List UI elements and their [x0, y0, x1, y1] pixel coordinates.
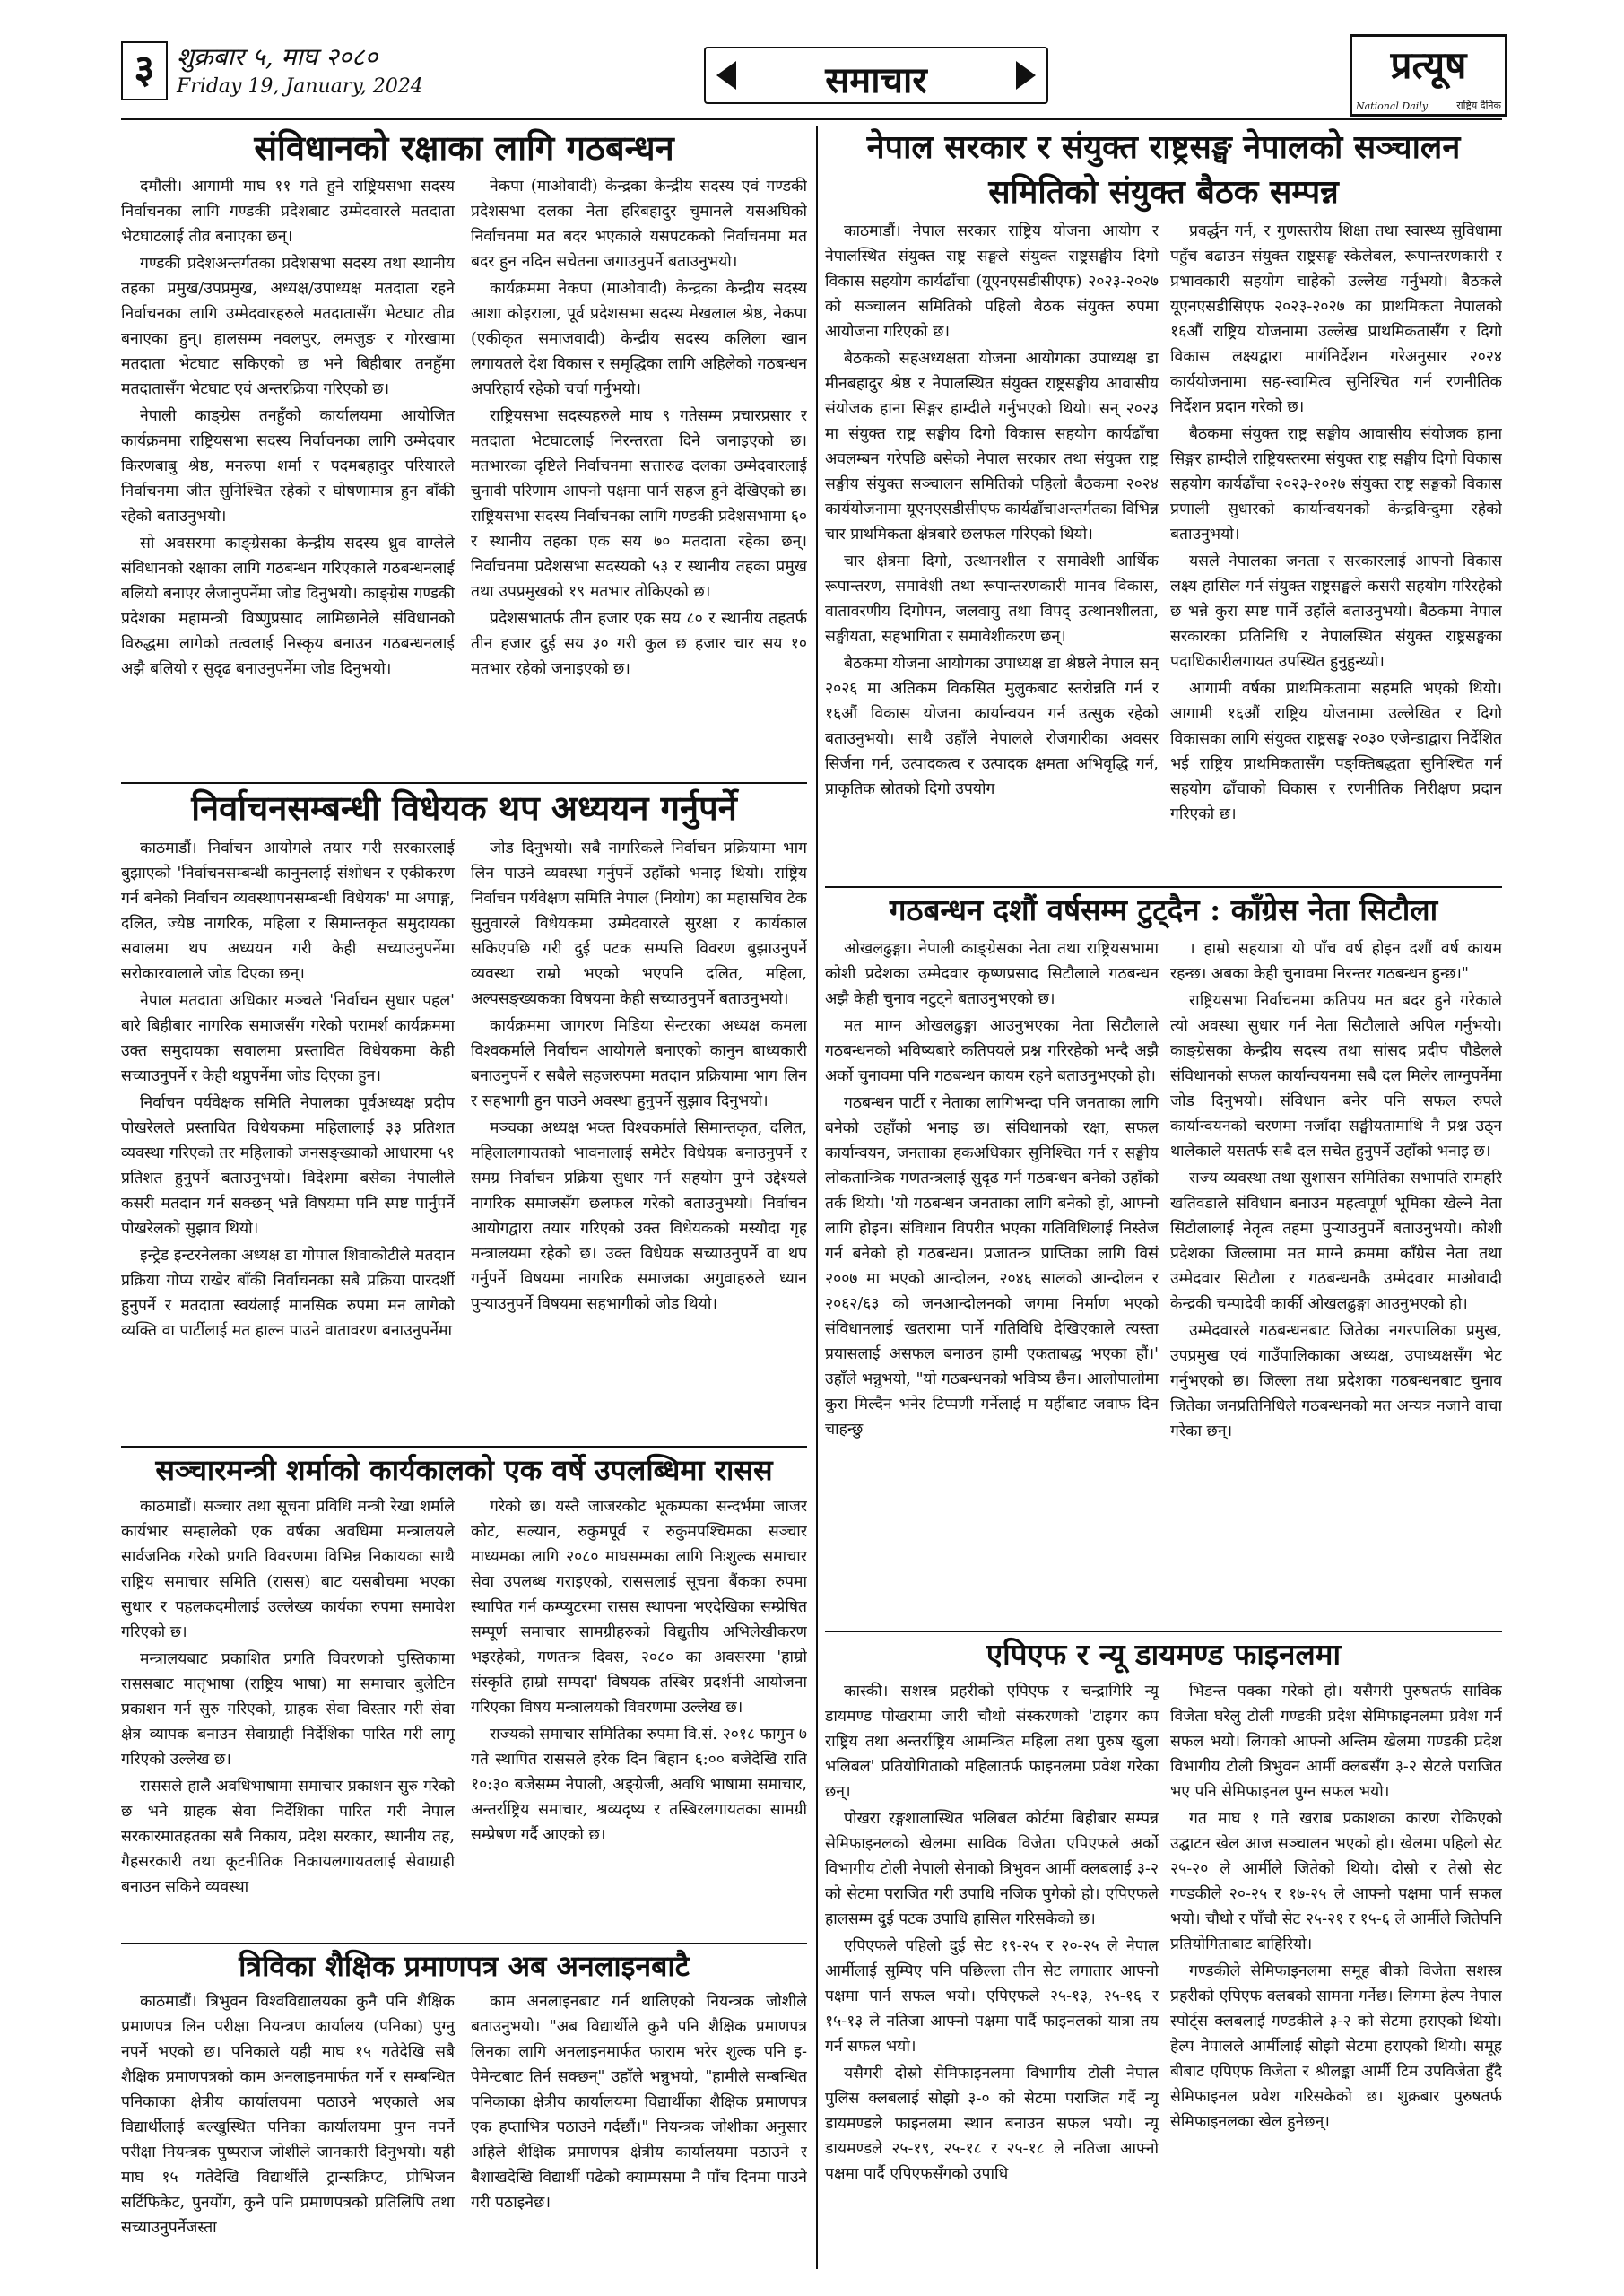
- article-rasas-col1: [121, 1494, 455, 1939]
- paragraph: राष्ट्रियसभा सदस्यहरुले माघ ९ गतेसम्म प्रचारप्रसार र मतदाता भेटघाटलाई निरन्तरता दिने जनाइएको छ। मतभारका दृष्टिले निर्वाचनमा सत्तारुढ दलका उम्मेदवारलाई चुनावी परिणाम आफ्नो पक्षमा पार्न सहज हुने देखिएको छ। राष्ट्रियसभा सदस्य निर्वाचनका लागि गण्डकी प्रदेशसभामा ६० र स्थानीय तहका एक सय ७० मतदाता रहेका छन्। निर्वाचनमा प्रदेशसभा सदस्यको ५३ र स्थानीय तहका प्रमुख तथा उपप्रमुखको १९ मतभार तोकिएको छ।: [471, 407, 807, 601]
- headline-tribhuvan: त्रिविका शैक्षिक प्रमाणपत्र अब अनलाइनबाटै: [239, 1949, 690, 1983]
- date-english: Friday 19, January, 2024: [177, 75, 423, 98]
- article-nirvachan-col1: [121, 836, 455, 1442]
- paragraph: ओखलढुङ्गा। नेपाली काङ्ग्रेसका नेता तथा राष्ट्रियसभामा कोशी प्रदेशका उम्मेदवार कृष्णप्रसाद सिटौलाले गठबन्धन अझै केही चुनाव नटुट्ने बताउनुभएको छ।: [825, 940, 1159, 1008]
- paragraph: नेकपा (माओवादी) केन्द्रका केन्द्रीय सदस्य एवं गण्डकी प्रदेशसभा दलका नेता हरिबहादुर चुमानले यसअघिको निर्वाचनमा मत बदर भएकाले यसपटकको निर्वाचनमा मत बदर हुन नदिन सचेतना जगाउनुपर्ने बताउनुभयो।: [471, 178, 807, 271]
- article-divider: [825, 886, 1502, 888]
- newspaper-logo: [1350, 34, 1507, 117]
- paragraph: काठमाडौं। सञ्चार तथा सूचना प्रविधि मन्त्री रेखा शर्माले कार्यभार सम्हालेको एक वर्षका अवधिमा मन्त्रालयले सार्वजनिक गरेको प्रगति विवरणमा विभिन्न निकायका साथै राष्ट्रिय समाचार समिति (रासस) बाट यसबीचमा भएका सुधार र पहलकदमीलाई उल्लेख्य कार्यका रुपमा समावेश गरिएको छ।: [121, 1498, 455, 1641]
- date-nepali: शुक्रबार ५, माघ २०८०: [177, 42, 378, 72]
- paragraph: काठमाडौं। त्रिभुवन विश्वविद्यालयका कुनै पनि शैक्षिक प्रमाणपत्र लिन परीक्षा नियन्त्रण कार्यालय (पनिका) पुग्नु नपर्ने भएको छ। पनिकाले यही माघ १५ गतेदेखि सबै शैक्षिक प्रमाणपत्रको काम अनलाइनमार्फत गर्ने र सम्बन्धित पनिकाका क्षेत्रीय कार्यालयमा पठाउने भएकाले अब विद्यार्थीलाई बल्खुस्थित पनिका कार्यालयमा पुग्न नपर्ने परीक्षा नियन्त्रक पुष्पराज जोशीले जानकारी दिनुभयो। यही माघ १५ गतेदेखि विद्यार्थीले ट्रान्सक्रिप्ट, प्रोभिजन सर्टिफिकेट, पुनर्योग, कुनै पनि प्रमाणपत्रको प्रतिलिपि तथा सच्याउनुपर्नेजस्ता: [121, 1993, 455, 2237]
- article-nirvachan-col2: [471, 836, 807, 1442]
- paragraph: कास्की। सशस्त्र प्रहरीको एपिएफ र चन्द्रागिरि न्यू डायमण्ड पोखरामा जारी चौथो संस्करणको 'टाइगर कप राष्ट्रिय तथा अन्तर्राष्ट्रिय आमन्त्रित महिला तथा पुरुष खुला भलिबल' प्रतियोगिताको महिलातर्फ फाइनलमा प्रवेश गरेका छन्।: [825, 1683, 1159, 1801]
- article-rasas-col2: [471, 1494, 807, 1939]
- paragraph: उम्मेदवारले गठबन्धनबाट जितेका नगरपालिका प्रमुख, उपप्रमुख एवं गाउँपालिकाका अध्यक्ष, उपाध्यक्षसँग भेट गर्नुभएको छ। जिल्ला तथा प्रदेशका गठबन्धनबाट चुनाव जितेका जनप्रतिनिधिले गठबन्धनको मत अन्यत्र नजाने वाचा गरेका छन्।: [1170, 1322, 1502, 1440]
- article-apf-col1: [825, 1679, 1159, 2269]
- paragraph: एपिएफले पहिलो दुई सेट १९-२५ र २०-२५ ले नेपाल आर्मीलाई सुम्पिए पनि पछिल्ला तीन सेट लगातार आफ्नो पक्षमा पार्न सफल भयो। एपिएफले २५-१३, २५-१६ र १५-१३ ले नतिजा आफ्नो पक्षमा पार्दै फाइनलको यात्रा तय गर्न सफल भयो।: [825, 1937, 1159, 2056]
- article-apf-col2: [1170, 1679, 1502, 2269]
- paragraph: इन्ट्रेड इन्टरनेलका अध्यक्ष डा गोपाल शिवाकोटीले मतदान प्रक्रिया गोप्य राखेर बाँकी निर्वाचनका सबै प्रक्रिया पारदर्शी हुनुपर्ने र मतदाता स्वयंलाई मानसिक रुपमा मन लागेको व्यक्ति वा पार्टीलाई मत हाल्न पाउने वातावरण बनाउनुपर्नेमा: [121, 1247, 455, 1340]
- paragraph: गठबन्धन पार्टी र नेताका लागिभन्दा पनि जनताका लागि बनेको उहाँको भनाइ छ। संविधानको रक्षा, सफल कार्यान्वयन, जनताका हकअधिकार सुनिश्चित गर्न र सङ्घीय लोकतान्त्रिक गणतन्त्रलाई सुदृढ गर्न गठबन्धन बनेको उहाँको तर्क थियो। 'यो गठबन्धन जनताका लागि बनेको हो, आफ्नो लागि होइन। संविधान विपरीत भएका गतिविधिलाई निस्तेज गर्न बनेको हो गठबन्धन। प्रजातन्त्र प्राप्तिका लागि विसं २००७ मा भएको आन्दोलन, २०४६ सालको आन्दोलन र २०६२/६३ को जनआन्दोलनको जगमा निर्माण भएको संविधानलाई खतरामा पार्ने गतिविधि देखिएकाले त्यस्ता प्रयासलाई असफल बनाउन हामी एकताबद्ध भएका हौं।' उहाँले भन्नुभयो, "यो गठबन्धनको भविष्य छैन। आलोपालोमा कुरा मिल्दैन भनेर टिप्पणी गर्नेलाई म यहींबाट जवाफ दिन चाहन्छु: [825, 1094, 1159, 1439]
- paragraph: बैठकको सहअध्यक्षता योजना आयोगका उपाध्यक्ष डा मीनबहादुर श्रेष्ठ र नेपालस्थित संयुक्त राष्ट्रसङ्घीय आवासीय संयोजक हाना सिङ्गर हाम्दीले गर्नुभएको थियो। सन् २०२३ मा संयुक्त राष्ट्र सङ्घीय दिगो विकास सहयोग कार्यढाँचा अवलम्बन गरेपछि बसेको नेपाल सरकार तथा संयुक्त राष्ट्र सङ्घीय संयुक्त सञ्चालन समितिको पहिलो बैठकमा २०२४ कार्ययोजनामा यूएनएसडीसीएफ कार्यढाँचाअन्तर्गतका विभिन्न चार प्राथमिकता क्षेत्रबारे छलफल गरिएको थियो।: [825, 350, 1159, 544]
- paragraph: प्रवर्द्धन गर्न, र गुणस्तरीय शिक्षा तथा स्वास्थ्य सुविधामा पहुँच बढाउन संयुक्त राष्ट्रसङ्घ स्केलेबल, रूपान्तरणकारी र प्रभावकारी सहयोग चाहेको उल्लेख गर्नुभयो। बैठकले यूएनएसडीसिएफ २०२३-२०२७ का प्राथमिकता नेपालको १६औं राष्ट्रिय योजनामा उल्लेख प्राथमिकतासँग र दिगो विकास लक्ष्यद्वारा मार्गनिर्देशन गरेअनुसार २०२४ कार्ययोजनामा सह-स्वामित्व सुनिश्चित गर्न रणनीतिक निर्देशन प्रदान गरेको छ।: [1170, 222, 1502, 416]
- paragraph: राज्यको समाचार समितिका रुपमा वि.सं. २०१८ फागुन ७ गते स्थापित राससले हरेक दिन बिहान ६:०० बजेदेखि राति १०:३० बजेसम्म नेपाली, अङ्ग्रेजी, अवधि भाषामा समाचार, अन्तर्राष्ट्रिय समाचार, श्रव्यदृष्य र तस्बिरलगायतका सामग्री सम्प्रेषण गर्दै आएको छ।: [471, 1726, 807, 1844]
- paragraph: सो अवसरमा काङ्ग्रेसका केन्द्रीय सदस्य ध्रुव वाग्लेले संविधानको रक्षाका लागि गठबन्धन गरिएकाले गठबन्धनलाई बलियो बनाएर लैजानुपर्नेमा जोड दिनुभयो। काङ्ग्रेस गण्डकी प्रदेशका महामन्त्री विष्णुप्रसाद लामिछानेले संविधानको विरुद्धमा लागेको तत्वलाई निस्कृय बनाउन गठबन्धनलाई अझै बलियो र सुदृढ बनाउनुपर्नेमा जोड दिनुभयो।: [121, 535, 455, 678]
- logo-subtitle-english: National Daily: [1356, 100, 1429, 112]
- paragraph: कार्यक्रममा नेकपा (माओवादी) केन्द्रका केन्द्रीय सदस्य आशा कोइराला, पूर्व प्रदेशसभा सदस्य मेखलाल श्रेष्ठ, नेकपा (एकीकृत समाजवादी) केन्द्रीय सदस्य कलिला खान लगायतले देश विकास र समृद्धिका लागि अहिलेको गठबन्धन अपरिहार्य रहेको चर्चा गर्नुभयो।: [471, 280, 807, 398]
- paragraph: भिडन्त पक्का गरेको हो। यसैगरी पुरुषतर्फ साविक विजेता घरेलु टोली गण्डकी प्रदेश सेमिफाइनलमा प्रवेश गर्न सफल भयो। लिगको आफ्नो अन्तिम खेलमा गण्डकी प्रदेश विभागीय टोली त्रिभुवन आर्मी क्लबसँग ३-२ सेटले पराजित भए पनि सेमिफाइनल पुग्न सफल भयो।: [1170, 1683, 1502, 1801]
- paragraph: गत माघ १ गते खराब प्रकाशका कारण रोकिएको उद्घाटन खेल आज सञ्चालन भएको हो। खेलमा पहिलो सेट २५-२० ले आर्मीले जितेको थियो। दोस्रो र तेस्रो सेट गण्डकीले २०-२५ र १७-२५ ले आफ्नो पक्षमा पार्न सफल भयो। चौथो र पाँचौ सेट २५-२१ र १५-६ ले आर्मीले जितेपनि प्रतियोगिताबाट बाहिरियो।: [1170, 1810, 1502, 1953]
- paragraph: गण्डकीले सेमिफाइनलमा समूह बीको विजेता सशस्त्र प्रहरीको एपिएफ क्लबको सामना गर्नेछ। लिगमा हेल्प नेपाल स्पोर्ट्स क्लबलाई गण्डकीले ३-२ को सेटमा हराएको थियो। हेल्प नेपालले आर्मीलाई सोझो सेटमा हराएको थियो। समूह बीबाट एपिएफ विजेता र श्रीलङ्का आर्मी टिम उपविजेता हुँदै सेमिफाइनल प्रवेश गरिसकेको छ। शुक्रबार पुरुषतर्फ सेमिफाइनलका खेल हुनेछन्।: [1170, 1962, 1502, 2131]
- paragraph: बैठकमा संयुक्त राष्ट्र सङ्घीय आवासीय संयोजक हाना सिङ्गर हाम्दीले राष्ट्रियस्तरमा संयुक्त राष्ट्र सङ्घीय दिगो विकास सहयोग कार्यढाँचा २०२३-२०२७ संयुक्त राष्ट्र सङ्घको विकास प्रणाली सुधारको कार्यान्वयनको केन्द्रविन्दुमा रहेको बताउनुभयो।: [1170, 425, 1502, 544]
- article-sanyukta-col2: [1170, 219, 1502, 883]
- headline-sanyukta-line1: नेपाल सरकार र संयुक्त राष्ट्रसङ्घ नेपालको सञ्चालन: [866, 128, 1461, 166]
- article-tribhuvan-col1: [121, 1989, 455, 2269]
- paragraph: काम अनलाइनबाट गर्न थालिएको नियन्त्रक जोशीले बताउनुभयो। "अब विद्यार्थीले कुनै पनि शैक्षिक प्रमाणपत्र लिनका लागि अनलाइनमार्फत फाराम भरेर शुल्क पनि इ-पेमेन्टबाट तिर्न सक्छन्" उहाँले भन्नुभयो, "हामीले सम्बन्धित पनिकाका क्षेत्रीय कार्यालयमा विद्यार्थीका शैक्षिक प्रमाणपत्र एक हप्ताभित्र पठाउने गर्दछौं।" नियन्त्रक जोशीका अनुसार अहिले शैक्षिक प्रमाणपत्र क्षेत्रीय कार्यालयमा पठाउने र बैशाखदेखि विद्यार्थी पढेको क्याम्पसमा नै पाँच दिनमा पाउने गरी पठाइनेछ।: [471, 1993, 807, 2212]
- article-gathabandhan-col1: [825, 936, 1159, 1627]
- paragraph: निर्वाचन पर्यवेक्षक समिति नेपालका पूर्वअध्यक्ष प्रदीप पोखरेलले प्रस्तावित विधेयकमा महिलालाई ३३ प्रतिशत व्यवस्था गरिएको तर महिलाको जनसङ्ख्याको आधारमा ५१ प्रतिशत हुनुपर्ने बताउनुभयो। विदेशमा बसेका नेपालीले कसरी मतदान गर्न सक्छन् भन्ने विषयमा पनि स्पष्ट पार्नुपर्ने पोखरेलको सुझाव थियो।: [121, 1094, 455, 1238]
- article-samvidhan-col1: [121, 174, 455, 778]
- logo-subtitle-nepali: राष्ट्रिय दैनिक: [1456, 100, 1501, 111]
- section-title: समाचार: [825, 59, 927, 101]
- arrow-right-icon: [1016, 61, 1036, 90]
- article-divider: [825, 1631, 1502, 1632]
- paragraph: आगामी वर्षका प्राथमिकतामा सहमति भएको थियो। आगामी १६औं राष्ट्रिय योजनामा उल्लेखित र दिगो विकासका लागि संयुक्त राष्ट्रसङ्घ २०३० एजेन्डाद्वारा निर्देशित भई राष्ट्रिय प्राथमिकतासँग पङ्क्तिबद्धता सुनिश्चित गर्न सहयोग ढाँचाको विकास र रणनीतिक निरीक्षण प्रदान गरिएको छ।: [1170, 680, 1502, 823]
- article-divider: [121, 1446, 807, 1448]
- column-divider: [816, 126, 818, 2269]
- article-divider: [121, 782, 807, 784]
- paragraph: । हाम्रो सहयात्रा यो पाँच वर्ष होइन दशौं वर्ष कायम रहन्छ। अबका केही चुनावमा निरन्तर गठबन्धन हुन्छ।": [1170, 940, 1502, 983]
- paragraph: नेपाली काङ्ग्रेस तनहुँको कार्यालयमा आयोजित कार्यक्रममा राष्ट्रियसभा सदस्य निर्वाचनका लागि उम्मेदवार किरणबाबु श्रेष्ठ, मनरुपा शर्मा र पदमबहादुर परियारले निर्वाचनमा जीत सुनिश्चित रहेको र घोषणामात्र हुन बाँकी रहेको बताउनुभयो।: [121, 407, 455, 526]
- paragraph: काठमाडौं। नेपाल सरकार राष्ट्रिय योजना आयोग र नेपालस्थित संयुक्त राष्ट्र सङ्घले संयुक्त राष्ट्रसङ्घीय दिगो विकास सहयोग कार्यढाँचा (यूएनएसडीसीएफ) २०२३-२०२७ को सञ्चालन समितिको पहिलो बैठक संयुक्त रुपमा आयोजना गरिएको छ।: [825, 222, 1159, 341]
- article-gathabandhan-col2: [1170, 936, 1502, 1627]
- article-tribhuvan-col2: [471, 1989, 807, 2269]
- headline-apf: एपिएफ र न्यू डायमण्ड फाइनलमा: [986, 1637, 1342, 1672]
- logo-text: प्रत्यूष: [1390, 43, 1467, 87]
- paragraph: राससले हालै अवधिभाषामा समाचार प्रकाशन सुरु गरेको छ भने ग्राहक सेवा निर्देशिका पारित गरी नेपाल सरकारमातहतका सबै निकाय, प्रदेश सरकार, स्थानीय तह, गैहसरकारी तथा कूटनीतिक निकायलगायतलाई सेवाग्राही बनाउन सकिने व्यवस्था: [121, 1778, 455, 1896]
- masthead-divider: [121, 118, 1502, 120]
- paragraph: काठमाडौं। निर्वाचन आयोगले तयार गरी सरकारलाई बुझाएको 'निर्वाचनसम्बन्धी कानुनलाई संशोधन र एकीकरण गर्न बनेको निर्वाचन व्यवस्थापनसम्बन्धी विधेयक' मा अपाङ्ग, दलित, ज्येष्ठ नागरिक, महिला र सिमान्तकृत समुदायका सवालमा थप अध्ययन गरी केही सच्याउनुपर्नेमा सरोकारवालाले जोड दिएका छन्।: [121, 839, 455, 983]
- paragraph: मञ्चका अध्यक्ष भक्त विश्वकर्माले सिमान्तकृत, दलित, महिलालगायतको भावनालाई समेटेर विधेयक बनाउनुपर्ने र समग्र निर्वाचन प्रक्रिया सुधार गर्न सहयोग पुग्ने उद्देश्यले नागरिक समाजसँग छलफल गरेको बताउनुभयो। निर्वाचन आयोगद्वारा तयार गरिएको उक्त विधेयकको मस्यौदा गृह मन्त्रालयमा रहेको छ। उक्त विधेयक सच्याउनुपर्ने वा थप गर्नुपर्ने विषयमा नागरिक समाजका अगुवाहरुले ध्यान पुऱ्याउनुपर्ने विषयमा सहभागीको जोड थियो।: [471, 1119, 807, 1313]
- paragraph: गरेको छ। यस्तै जाजरकोट भूकम्पका सन्दर्भमा जाजर कोट, सल्यान, रुकुमपूर्व र रुकुमपश्चिमका सञ्चार माध्यमका लागि २०८० माघसम्मका लागि निःशुल्क समाचार सेवा उपलब्ध गराइएको, राससलाई सूचना बैंकका रुपमा स्थापित गर्न कम्प्युटरमा रासस स्थापना भएदेखिका सम्प्रेषित सम्पूर्ण समाचार सामग्रीहरुको विद्युतीय अभिलेखीकरण भइरहेको, गणतन्त्र दिवस, २०८० का अवसरमा 'हाम्रो संस्कृति हाम्रो सम्पदा' विषयक तस्बिर प्रदर्शनी आयोजना गरिएका विषय मन्त्रालयको विवरणमा उल्लेख छ।: [471, 1498, 807, 1717]
- paragraph: मन्त्रालयबाट प्रकाशित प्रगति विवरणको पुस्तिकामा राससबाट मातृभाषा (राष्ट्रिय भाषा) मा समाचार बुलेटिन प्रकाशन गर्न सुरु गरिएको, ग्राहक सेवा विस्तार गरी सेवा क्षेत्र व्यापक बनाउन सेवाग्राही निर्देशिका पारित गरी लागू गरिएको उल्लेख छ।: [121, 1650, 455, 1769]
- article-divider: [121, 1943, 807, 1944]
- article-sanyukta-col1: [825, 219, 1159, 883]
- paragraph: चार क्षेत्रमा दिगो, उत्थानशील र समावेशी आर्थिक रूपान्तरण, समावेशी तथा रूपान्तरणकारी मानव विकास, वातावरणीय दिगोपन, जलवायु तथा विपद् उत्थानशीलता, सङ्घीयता, सहभागिता र समावेशीकरण छन्।: [825, 552, 1159, 646]
- headline-gathabandhan: गठबन्धन दशौं वर्षसम्म टुट्दैन : काँग्रेस नेता सिटौला: [889, 892, 1438, 927]
- paragraph: राज्य व्यवस्था तथा सुशासन समितिका सभापति रामहरि खतिवडाले संविधान बनाउन महत्वपूर्ण भूमिका खेल्ने नेता सिटौलालाई नेतृत्व तहमा पुऱ्याउनुपर्ने बताउनुभयो। कोशी प्रदेशका जिल्लामा मत माग्ने क्रममा काँग्रेस नेता तथा उम्मेदवार सिटौला र गठबन्धनकै उम्मेदवार माओवादी केन्द्रकी चम्पादेवी कार्की ओखलढुङ्गा आउनुभएको हो।: [1170, 1170, 1502, 1313]
- headline-samvidhan: संविधानको रक्षाका लागि गठबन्धन: [254, 127, 674, 168]
- paragraph: कार्यक्रममा जागरण मिडिया सेन्टरका अध्यक्ष कमला विश्वकर्माले निर्वाचन आयोगले बनाएको कानुन बाध्यकारी बनाउनुपर्ने र सबैले सहजरुपमा मतदान प्रक्रियामा भाग लिन र सहभागी हुन पाउने अवस्था हुनुपर्ने सुझाव दिनुभयो।: [471, 1017, 807, 1110]
- paragraph: नेपाल मतदाता अधिकार मञ्चले 'निर्वाचन सुधार पहल' बारे बिहीबार नागरिक समाजसँग गरेको परामर्श कार्यक्रममा उक्त समुदायका सवालमा प्रस्तावित विधेयकमा केही सच्याउनुपर्ने र केही थप्नुपर्नेमा जोड दिएका हुन।: [121, 992, 455, 1085]
- paragraph: मत माग्न ओखलढुङ्गा आउनुभएका नेता सिटौलाले गठबन्धनको भविष्यबारे कतिपयले प्रश्न गरिरहेको भन्दै अझै अर्को चुनावमा पनि गठबन्धन कायम रहने बताउनुभएको हो।: [825, 1017, 1159, 1085]
- headline-nirvachan: निर्वाचनसम्बन्धी विधेयक थप अध्ययन गर्नुपर्ने: [191, 787, 737, 828]
- paragraph: बैठकमा योजना आयोगका उपाध्यक्ष डा श्रेष्ठले नेपाल सन् २०२६ मा अतिकम विकसित मुलुकबाट स्तरोन्नति गर्न र १६औं विकास योजना कार्यान्वयन गर्न उत्सुक रहेको बताउनुभयो। साथै उहाँले नेपालले रोजगारीका अवसर सिर्जना गर्न, उत्पादकत्व र उत्पादक क्षमता अभिवृद्धि गर्न, प्राकृतिक स्रोतको दिगो उपयोग: [825, 655, 1159, 798]
- paragraph: यसले नेपालका जनता र सरकारलाई आफ्नो विकास लक्ष्य हासिल गर्न संयुक्त राष्ट्रसङ्घले कसरी सहयोग गरिरहेको छ भन्ने कुरा स्पष्ट पार्ने उहाँले बताउनुभयो। बैठकमा नेपाल सरकारका प्रतिनिधि र नेपालस्थित संयुक्त राष्ट्रसङ्घका पदाधिकारीलगायत उपस्थित हुनुहुन्थ्यो।: [1170, 552, 1502, 671]
- paragraph: दमौली। आगामी माघ ११ गते हुने राष्ट्रियसभा सदस्य निर्वाचनका लागि गण्डकी प्रदेशबाट उम्मेदवारले मतदाता भेटघाटलाई तीव्र बनाएका छन्।: [121, 178, 455, 246]
- page-number: ३: [121, 41, 168, 100]
- paragraph: पोखरा रङ्गशालास्थित भलिबल कोर्टमा बिहीबार सम्पन्न सेमिफाइनलको खेलमा साविक विजेता एपिएफले अर्को विभागीय टोली नेपाली सेनाको त्रिभुवन आर्मी क्लबलाई ३-२ को सेटमा पराजित गरी उपाधि नजिक पुगेको हो। एपिएफले हालसम्म दुई पटक उपाधि हासिल गरिसकेको छ।: [825, 1810, 1159, 1928]
- paragraph: यसैगरी दोस्रो सेमिफाइनलमा विभागीय टोली नेपाल पुलिस क्लबलाई सोझो ३-० को सेटमा पराजित गर्दै न्यू डायमण्डले फाइनलमा स्थान बनाउन सफल भयो। न्यू डायमण्डले २५-१९, २५-१८ र २५-१८ ले नतिजा आफ्नो पक्षमा पार्दै एपिएफसँगको उपाधि: [825, 2065, 1159, 2183]
- headline-sanyukta-line2: समितिको संयुक्त बैठक सम्पन्न: [988, 173, 1339, 211]
- masthead: [121, 34, 1502, 117]
- article-samvidhan-col2: [471, 174, 807, 778]
- section-banner: [704, 47, 1048, 104]
- paragraph: गण्डकी प्रदेशअन्तर्गतका प्रदेशसभा सदस्य तथा स्थानीय तहका प्रमुख/उपप्रमुख, अध्यक्ष/उपाध्यक्ष मतदाता रहने निर्वाचनका लागि उम्मेदवारहरुले मतदातासँग भेटघाट तीव्र बनाएका हुन्। हालसम्म नवलपुर, लमजुङ र गोरखामा मतदाता भेटघाट सकिएको छ भने बिहीबार तनहुँमा मतदातासँग भेटघाट एवं अन्तरक्रिया गरिएको छ।: [121, 255, 455, 398]
- paragraph: प्रदेशसभातर्फ तीन हजार एक सय ८० र स्थानीय तहतर्फ तीन हजार दुई सय ३० गरी कुल छ हजार चार सय १० मतभार रहेको जनाइएको छ।: [471, 610, 807, 678]
- headline-rasas: सञ्चारमन्त्री शर्माको कार्यकालको एक वर्षे उपलब्धिमा रासस: [155, 1453, 773, 1487]
- paragraph: राष्ट्रियसभा निर्वाचनमा कतिपय मत बदर हुने गरेकाले त्यो अवस्था सुधार गर्न नेता सिटौलाले अपिल गर्नुभयो। काङ्ग्रेसका केन्द्रीय सदस्य तथा सांसद प्रदीप पौडेलले संविधानको सफल कार्यान्वयनमा सबै दल मिलेर लाग्नुपर्नेमा जोड दिनुभयो। संविधान बनेर पनि सफल रुपले कार्यान्वयनको चरणमा नजाँदा सङ्घीयतामाथि नै प्रश्न उठ्न थालेकाले यसतर्फ सबै दल सचेत हुनुपर्ने उहाँको भनाइ छ।: [1170, 992, 1502, 1161]
- paragraph: जोड दिनुभयो। सबै नागरिकले निर्वाचन प्रक्रियामा भाग लिन पाउने व्यवस्था गर्नुपर्ने उहाँको भनाइ थियो। राष्ट्रिय निर्वाचन पर्यवेक्षण समिति नेपाल (नियोग) का महासचिव टेक सुनुवारले विधेयकमा उम्मेदवारले सुरक्षा र कार्यकाल सकिएपछि गरी दुई पटक सम्पत्ति विवरण बुझाउनुपर्ने व्यवस्था राम्रो भएको भएपनि दलित, महिला, अल्पसङ्ख्यकका विषयमा केही सच्याउनुपर्ने बताउनुभयो।: [471, 839, 807, 1008]
